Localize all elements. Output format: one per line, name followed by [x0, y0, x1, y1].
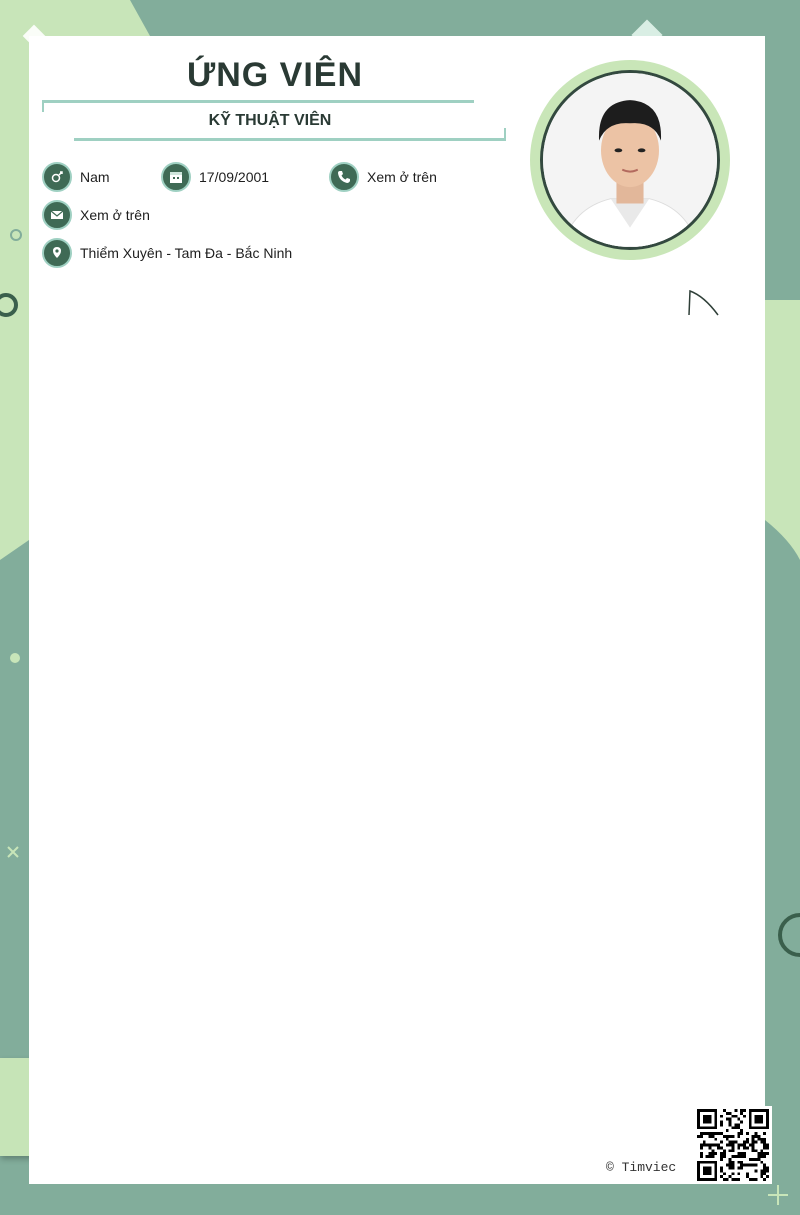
avatar-frame	[530, 60, 730, 260]
phone-row	[329, 162, 437, 192]
copyright: © Timviec	[606, 1160, 677, 1175]
gender-icon	[42, 162, 72, 192]
speech-bubble-tail	[688, 290, 720, 316]
avatar	[540, 70, 720, 250]
gender-row	[42, 162, 110, 192]
mail-icon	[42, 200, 72, 230]
email-value: Xem ở trên	[80, 207, 150, 223]
location-pin-icon	[42, 238, 72, 268]
gender-value: Nam	[80, 169, 110, 185]
address-value: Thiểm Xuyên - Tam Đa - Bắc Ninh	[80, 245, 293, 261]
calendar-icon	[161, 162, 191, 192]
birthday-value: 17/09/2001	[199, 169, 270, 185]
phone-icon	[329, 162, 359, 192]
header-divider-bottom	[74, 138, 506, 141]
job-title: KỸ THUẬT VIÊN	[208, 112, 332, 129]
qr-code	[694, 1106, 772, 1184]
birthday-row	[161, 162, 269, 192]
phone-value: Xem ở trên	[367, 169, 437, 185]
address-row	[42, 238, 292, 268]
email-row	[42, 200, 150, 230]
candidate-name: ỨNG VIÊN	[186, 56, 363, 94]
header-divider-top	[42, 100, 474, 103]
